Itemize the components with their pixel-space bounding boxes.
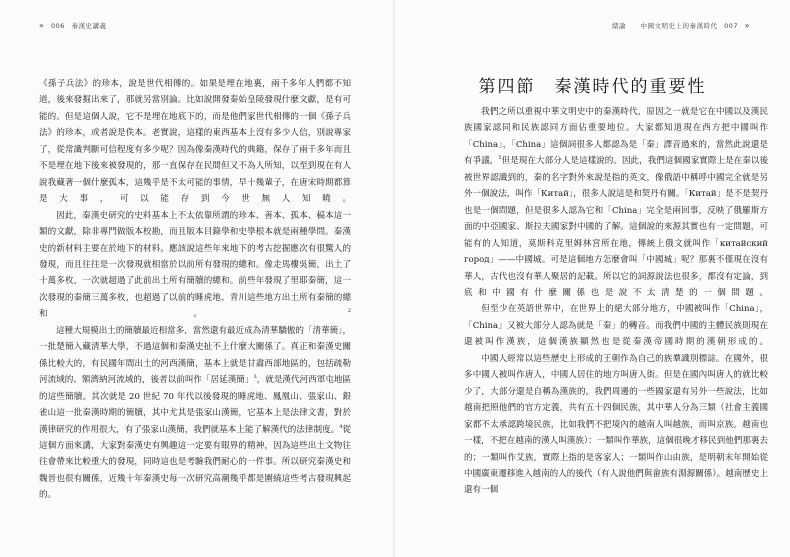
left-paragraph-3 — [39, 323, 351, 504]
right-arrow: » — [744, 21, 750, 30]
left-body-text — [39, 76, 351, 504]
right-paragraph-2 — [464, 301, 768, 350]
left-paragraph-2-text: 因此，秦漢史研究的史料基本上不太依靠所謂的珍本、善本、孤本、稿本這一類的文獻，除非專門做版本校勘，而且版本目錄學和史學根本就是兩種學問。秦漢史的新材料主要在於地下的材料。應該說這些年來地下的考古挖掘應次有很驚人的發現，而且往往是一次發現就相當於以前所有發現的總和。像走馬樓吳簡，出土了十萬多枚，一次就超過了此前出土所有簡牘的總和。前些年發現了里耶秦簡，這一次發現的秦簡三萬多枚，也超過了以前的睡虎地、青川這些地方出土所有秦簡的總和。 — [39, 210, 351, 320]
right-paragraph-3 — [464, 351, 768, 499]
right-page-number: 007 — [724, 22, 739, 30]
section-heading: 第四節 秦漢時代的重要性 — [478, 77, 707, 97]
left-paragraph-3-tail2: 從這個方面來講，大家對秦漢史有興趣這一定要有眼界的精神，因為這些出土文物往往會帶來比較重大的發現，同時這也是考驗我們耐心的一件事。所以研究秦漢史和魏晉也很有關係，近幾十年秦漢史每一次研究高潮幾乎都是圍繞這些考古發現興起的。 — [39, 424, 351, 501]
right-paragraph-2-text: 但至少在英語世界中，在世界上的絕大部分地方，中國被叫作「China」，「China」又被大部分人認為就是「秦」的轉音。而我們中國的主體民族則現在還被叫作漢族，這個漢族顯然也是從秦漢帝國時期的漢朝形成的。 — [464, 304, 768, 348]
right-paragraph-1-text: 我們之所以重視中華文明史中的秦漢時代，原因之一就是它在中國以及漢民族國家認同和民族認同方面佔重要地位。大家都知道現在西方把中國叫作「China」，「China」這個詞很多人都認為是「秦」譯音過來的，當然此說還是有爭議， — [464, 107, 768, 167]
section-label: 緒論 — [611, 22, 626, 30]
right-body-text — [464, 104, 768, 499]
right-paragraph-1-tail: 但是現在大部分人是這樣說的。因此，我們這個國家實際上是在秦以後被世界認識到的，秦的名字對外來說是指的英文，像俄語中稱呼中國完全就是另外一個說法，叫作「Китай」，很多人說這是和契丹有關。「Китай」是不是契丹也是一個問題，但是很多人認為它和「China」完全是兩回事，反映了俄羅斯方面的中亞國家、斯拉夫國家對中國的了解。這個說的來源其實也有一定問題，可能有的人知道，莫斯科克里姆林宮所在地，傳統上俄文就叫作「китайский город」——中國城。可是這個地方怎麼會叫「中國城」呢？那裏不僅現在沒有華人，古代也沒有華人聚居的記載。所以它的詞源說法也很多，都沒有定論，到底和中國有什麼關係也是說不太清楚的一個問題。 — [464, 156, 769, 298]
left-paragraph-3-text: 這種大規模出土的簡牘最近相當多，當然還有最近成為清華驕傲的「清華簡」，一批楚簡入藏清華大學，不過這個和秦漢史扯不上什麼大關係了。真正和秦漢史關係比較大的，有民國年間出土的河西漢簡，基本上就是甘肅西部地區的，包括疏勒河流域的、額濟納河流域的，後者以前叫作「居延漢簡」 — [39, 325, 351, 386]
left-paragraph-3-tail: ，就是漢代河西軍屯地區的這些簡牘。其次就是 20 世紀 70 年代以後發現的睡虎地、鳳凰山、張家山、銀雀山這一批秦漢時期的簡牘，其中尤其是張家山漢簡，它基本上是法律文書，對於漢律研究的作用很大，有了張家山漢簡，我們就基本上能了解漢代的法律制度。 — [39, 375, 351, 435]
left-paragraph-1 — [39, 76, 351, 208]
left-running-header — [39, 21, 106, 30]
left-page-number: 006 — [50, 22, 65, 30]
left-arrow: » — [39, 21, 45, 30]
footnote-ref-4[interactable]: 4 — [339, 423, 343, 430]
right-paragraph-1 — [464, 104, 768, 301]
footnote-ref-5[interactable]: 5 — [498, 155, 502, 162]
right-paragraph-3-text: 中國人經常以這些歷史上形成的王朝作為自己的族羣識別標誌。在國外，很多中國人被叫作唐人，中國人居住的地方叫唐人街。但是在國內叫唐人的就比較少了，大部分還是自稱為漢族的。我們周邊的一些國家還有另外一些說法，比如越南把照他們的官方定義，共有五十四個民族，其中華人分為三類（社會主義國家都不太承認跨境民族，比如我們不把境內的越南人叫越族，而叫京族。越南也一樣，不把在越南的漢人叫漢族）：一類叫作華族，這個很晚才移民到他們那裏去的；一類叫作艾族，實際上指的是客家人；一類叫作山由族，是明朝末年開始從中國廣東遷移進入越南的人的後代（有人說他們與畲族有淵源關係）。越南歷史上還有一個 — [464, 353, 768, 496]
footnote-ref-2[interactable]: 2 — [347, 308, 351, 315]
right-running-header — [612, 21, 750, 30]
left-paragraph-2 — [39, 208, 351, 323]
book-title: 秦漢史講義 — [71, 22, 107, 30]
chapter-title: 中國文明史上的秦漢時代 — [640, 22, 718, 30]
footnote-ref-3[interactable]: 3 — [253, 374, 257, 381]
left-paragraph-1-text: 《孫子兵法》的珍本，說是世代相傳的。如果是埋在地裏，兩千多年人們都不知道，後來發掘出來了，那就另當別論。比如說開發秦始皇陵發現什麼文獻，是有可能的。但是這個人說，它不是埋在地底下的，而是他們家世代相傳的一個《孫子兵法》的珍本，或者說是佚本。老實說，這樣的東西基本上沒有多少人信，別說專家了，從常識判斷可信程度有多少呢？因為像秦漢時代的典籍，保存了兩千多年而且不是埋在地下後來被發現的，那一直保存在民間但又不為人所知，以至到現在有人說我藏著一個什麼孤本，這幾乎是不太可能的事情，早十幾輩子，在唐宋時期都算是大事，可以能存到今世無人知曉。 — [39, 79, 351, 205]
